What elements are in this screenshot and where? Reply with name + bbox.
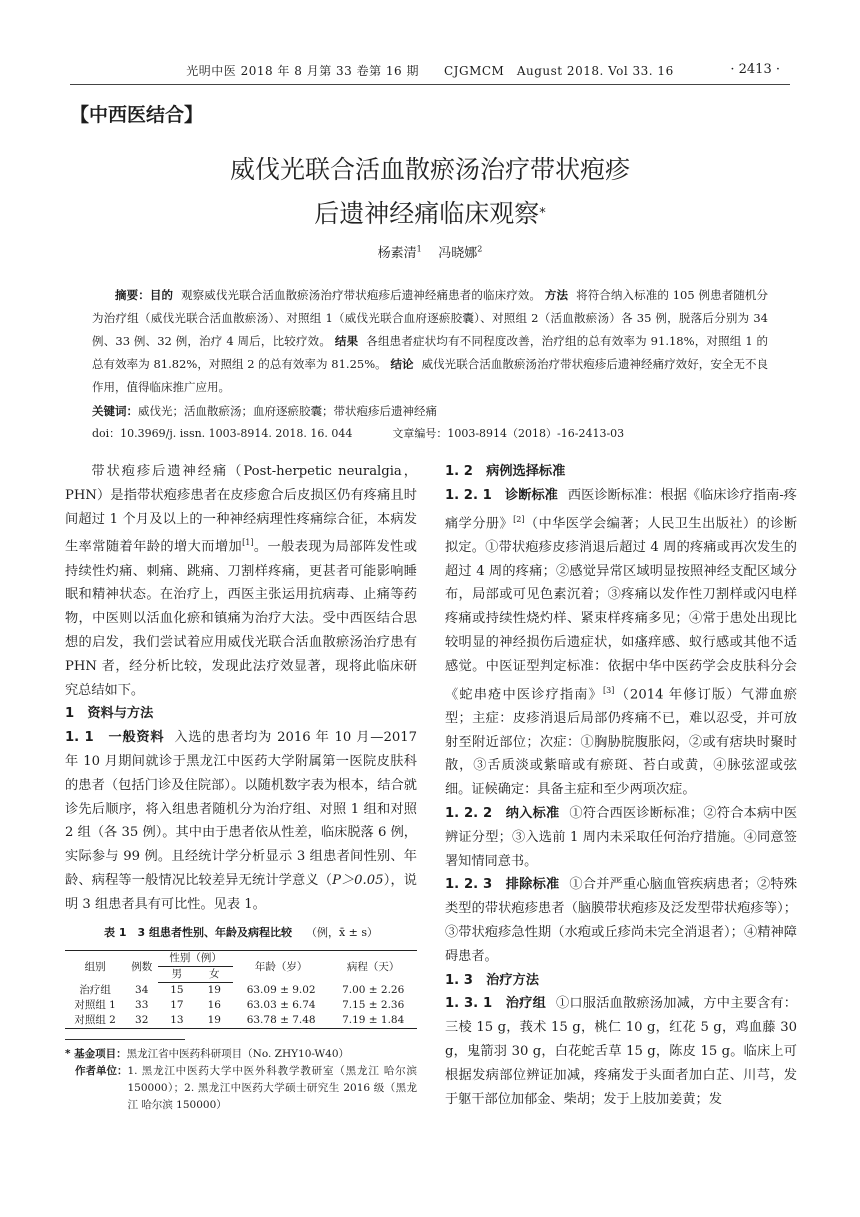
column-header: 病程（天） xyxy=(329,951,417,983)
article-number: 文章编号：1003-8914（2018）-16-2413-03 xyxy=(392,427,625,440)
conclusion-label: 结论 xyxy=(390,357,414,371)
paragraph-exclusion: 1. 2. 3 排除标准 ①合并严重心脑血管疾病患者；②特殊类型的带状疱疹患者（脑膜带状疱疹及泛发型带状疱疹等）；③带状疱疹急性期（水疱或丘疹尚未完全消退者）；④精神障碍患者。 xyxy=(445,877,798,964)
column-header: 组别 xyxy=(65,951,125,983)
column-header: 男 xyxy=(158,967,195,983)
column-header: 年龄（岁） xyxy=(233,951,329,983)
table-row: 对照组 2 32 13 19 63.78 ± 7.48 7.19 ± 1.84 xyxy=(65,1013,417,1029)
abstract-label: 摘要：目的 xyxy=(115,288,174,302)
table-caption: 表 1 3 组患者性别、年龄及病程比较 （例，x̄ ± s） xyxy=(103,925,379,939)
author-name: 杨素清 xyxy=(377,246,417,261)
section-heading: 1 资料与方法 xyxy=(65,706,154,722)
p-value: P＞0.05 xyxy=(332,872,384,888)
journal-info: 光明中医 2018 年 8 月第 33 卷第 16 期 CJGMCM August 2018. Vol 33. 16 xyxy=(186,64,674,78)
abstract-conclusion: 威伐光联合活血散瘀汤治疗带状疱疹后遗神经痛疗效好，安全无不良作用，值得临床推广应用。 xyxy=(92,357,769,394)
methods-label: 方法 xyxy=(544,288,569,302)
citation: [1] xyxy=(242,538,254,548)
paragraph-general-data: 1. 1 一般资料 入选的患者均为 2016 年 10 月—2017 年 10 月期间就诊于黑龙江中医药大学附属第一医院皮肤科的患者（包括门诊及住院部）。以随机数字表为根本，结合就诊先后顺序，将入组患者随机分为治疗组、对照 1 组和对照 2 组（各 35 例）。其中由于患者依从性差，临床脱落 6 例，实际参与 99 例。且经统计学分析显示 3 组患者间性别、年龄、病程等一般情况比较差异无统计学意义（P＞0.05），说明 3 组患者具有可比性。见表 1。 xyxy=(65,730,418,912)
right-column xyxy=(445,460,797,1111)
subsection-heading: 1. 2 病例选择标准 xyxy=(445,464,566,479)
intro-paragraph: 带状疱疹后遗神经痛（Post-herpetic neuralgia，PHN）是指带状疱疹患者在皮疹愈合后皮损区仍有疼痛且时间超过 1 个月及以上的一种神经病理性疼痛综合征，本病发生率常随着年龄的增大而增加[1]。一般表现为局部阵发性或持续性灼痛、刺痛、跳痛、刀割样疼痛，更甚者可能影响睡眠和精神状态。在治疗上，西医主张运用抗病毒、止痛等药物，中医则以活血化瘀和镇痛为治疗大法。受中西医结合思想的启发，我们尝试着应用威伐光联合活血散瘀汤治疗患有 PHN 者，经分析比较，发现此法疗效显著，现将此临床研究总结如下。 xyxy=(65,464,417,698)
author-affiliation: 2 xyxy=(477,244,483,254)
left-column xyxy=(65,460,417,1114)
paragraph-treatment: 1. 3. 1 治疗组 ①口服活血散瘀汤加减，方中主要含有：三棱 15 g，莪术 15 g，桃仁 10 g，红花 5 g，鸡血藤 30 g，鬼箭羽 30 g，白花蛇舌草 15 g，陈皮 15 g。临床上可根据发病部位辨证加减，疼痛发于头面者加白芷、川芎，发于躯干部位加郁金、柴胡；发于上肢加姜黄；发 xyxy=(445,996,797,1107)
header-rule xyxy=(70,84,790,85)
keywords xyxy=(92,400,768,422)
keywords-label: 关键词： xyxy=(92,404,138,418)
running-header xyxy=(0,62,860,82)
subsubsection-heading: 1. 2. 2 纳入标准 xyxy=(445,805,560,821)
paragraph-inclusion: 1. 2. 2 纳入标准 ①符合西医诊断标准；②符合本病中医辨证分型；③入选前 1 周内未采取任何治疗措施。④同意签署知情同意书。 xyxy=(445,805,798,869)
footnotes xyxy=(65,1046,417,1114)
column-header: 女 xyxy=(196,967,233,983)
column-header: 性别（例） xyxy=(158,951,233,967)
fund-mark: * xyxy=(539,206,546,221)
doi: doi：10.3969/j. issn. 1003-8914. 2018. 16. 044 xyxy=(92,427,353,440)
author-affiliation: 1 xyxy=(416,244,422,254)
subsection-heading: 1. 3 治疗方法 xyxy=(445,972,539,988)
author-name: 冯晓娜 xyxy=(438,246,478,261)
abstract-aim: 观察威伐光联合活血散瘀汤治疗带状疱疹后遗神经痛患者的临床疗效。 xyxy=(181,288,542,302)
abstract xyxy=(92,284,768,399)
table-row: 对照组 1 33 17 16 63.03 ± 6.74 7.15 ± 2.36 xyxy=(74,999,405,1012)
section-tag: 【中西医结合】 xyxy=(70,104,204,126)
abstract-results: 各组患者症状均有不同程度改善，治疗组的总有效率为 91.18%，对照组 1 的总有效率为 81.82%，对照组 2 的总有效率为 81.25%。 xyxy=(92,334,768,371)
authors xyxy=(0,242,860,261)
table-row: 治疗组 34 15 19 63.09 ± 9.02 7.00 ± 2.26 xyxy=(79,984,405,997)
footnote-rule xyxy=(65,1039,185,1040)
keywords-text: 威伐光；活血散瘀汤；血府逐瘀胶囊；带状疱疹后遗神经痛 xyxy=(138,404,437,418)
subsubsection-heading: 1. 2. 1 诊断标准 xyxy=(445,487,558,503)
column-header: 例数 xyxy=(125,951,158,983)
subsection-heading: 1. 1 一般资料 xyxy=(65,730,165,746)
article-title xyxy=(100,148,760,236)
page-number: · 2413 · xyxy=(730,62,780,77)
results-label: 结果 xyxy=(334,334,359,348)
citation: [3] xyxy=(603,685,615,695)
affiliation-footnote: 作者单位： 1. 黑龙江中医药大学中医外科教学教研室（黑龙江 哈尔滨 150000）；2. 黑龙江中医药大学硕士研究生 2016 级（黑龙江 哈尔滨 150000） xyxy=(75,1065,417,1112)
citation: [2] xyxy=(513,514,525,524)
paragraph-diagnosis: 1. 2. 1 诊断标准 西医诊断标准：根据《临床诊疗指南-疼痛学分册》[2]（中华医学会编著；人民卫生出版社）的诊断拟定。①带状疱疹皮疹消退后超过 4 周的疼痛或再次发生的超过 4 周的疼痛；②感觉异常区域明显按照神经支配区域分布，局部或可见色素沉着；③疼痛以发作性刀割样或闪电样疼痛或持续性烧灼样、紧束样疼痛多见；④常于患处出现比较明显的神经损伤后遗症状，如瘙痒感、蚁行感或其他不适感觉。中医证型判定标准：依据中华中医药学会皮肤科分会《蛇串疮中医诊疗指南》[3]（2014 年修订版）气滞血瘀型；主症：皮疹消退后局部仍疼痛不已，难以忍受，并可放射至附近部位；次症：①胸胁脘腹胀闷，②或有痞块时聚时散，③舌质淡或紫暗或有瘀斑、苔白或黄，④脉弦涩或弦细。证候确定：具备主症和至少两项次症。 xyxy=(445,487,798,798)
article-meta xyxy=(92,424,768,444)
title-line-2: 后遗神经痛临床观察* xyxy=(314,199,546,228)
fund-footnote: * 基金项目： 黑龙江省中医药科研项目（No. ZHY10-W40） xyxy=(65,1048,350,1061)
subsubsection-heading: 1. 3. 1 治疗组 xyxy=(445,996,546,1012)
title-line-1: 威伐光联合活血散瘀汤治疗带状疱疹 xyxy=(229,155,630,184)
table-1 xyxy=(65,950,417,1029)
abstract-methods: 将符合纳入标准的 105 例患者随机分为治疗组（威伐光联合活血散瘀汤）、对照组 1（威伐光联合血府逐瘀胶囊）、对照组 2（活血散瘀汤）各 35 例，脱落后分别为 34 例、33 例、32 例，治疗 4 周后，比较疗效。 xyxy=(92,288,769,348)
subsubsection-heading: 1. 2. 3 排除标准 xyxy=(445,877,560,893)
